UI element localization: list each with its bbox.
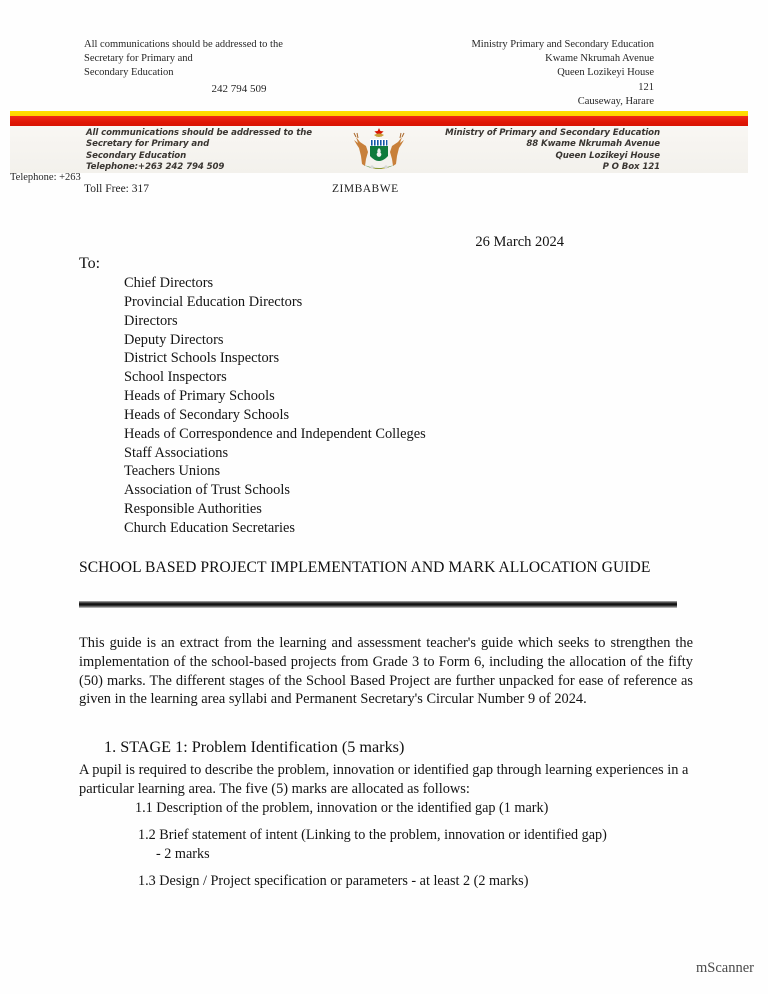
typed-header-right-line-4: 121 [638,81,654,93]
list-item: Teachers Unions [124,463,221,480]
typed-header-left-line-1: All communications should be addressed to the [84,39,283,50]
letterhead-left-line-2: Secretary for Primary and [86,139,210,150]
page-title: SCHOOL BASED PROJECT IMPLEMENTATION AND MARK ALLOCATION GUIDE [79,559,651,576]
letterhead-left-line-1: All communications should be addressed to the [86,128,312,138]
list-item: Directors [124,312,178,329]
typed-header-left-line-3: Secondary Education [84,67,174,79]
list-item: District Schools Inspectors [124,350,280,367]
list-item: Responsible Authorities [124,501,262,518]
letterhead-red-stripe [10,116,748,126]
typed-header-right-line-1: Ministry Primary and Secondary Education [471,39,654,50]
letterhead-right-line-1: Ministry of Primary and Secondary Education [445,128,660,138]
zimbabwe-coat-of-arms-icon [350,126,408,173]
stage-1-heading: 1. STAGE 1: Problem Identification (5 marks) [104,738,405,756]
typed-header-right-line-3: Queen Lozikeyi House [557,67,654,79]
stage-1-item-1-2-line1: 1.2 Brief statement of intent (Linking to the problem, innovation or identified gap) [138,827,607,843]
typed-header-left-line-2: Secretary for Primary and [84,53,193,65]
typed-header-right-block [471,38,654,109]
toll-free-line: Toll Free: 317 [84,183,149,195]
list-item: Heads of Correspondence and Independent Colleges [124,425,426,442]
letterhead-left-block [86,128,312,173]
letter-date: 26 March 2024 [475,234,564,250]
stage-1-description: A pupil is required to describe the problem, innovation or identified gap through learning experiences in a particular learning area. The five (5) marks are allocated as follows: [79,762,689,797]
stage-1-item-1-3: 1.3 Design / Project specification or parameters - at least 2 (2 marks) [138,873,529,889]
scanned-letterhead-band [10,111,748,173]
letterhead-left-line-4: Telephone:+263 242 794 509 [86,162,225,173]
intro-paragraph: This guide is an extract from the learning and assessment teacher's guide which seeks to strengthen the implementation of the school-based projects from Grade 3 to Form 6, including the allocation of the fifty (50) marks. The different stages of the School Based Project are further unpacked for ease of reference as given in the learning area syllabi and Permanent Secretary's Circular Number 9 of 2024. [79,635,693,708]
letterhead-left-line-3: Secondary Education [86,150,187,161]
to-label: To: [79,255,101,272]
list-item: School Inspectors [124,369,227,386]
list-item: Heads of Primary Schools [124,388,275,405]
scanner-watermark: mScanner [696,960,754,976]
stage-1-item-1-1: 1.1 Description of the problem, innovation or the identified gap (1 mark) [135,800,549,816]
list-item: Association of Trust Schools [124,482,290,499]
typed-header-phone-number: 242 794 509 [211,82,267,95]
letterhead-right-block [445,128,660,173]
list-item: Deputy Directors [124,331,224,348]
letterhead-right-line-3: Queen Lozikeyi House [555,150,660,161]
list-item: Church Education Secretaries [124,519,296,536]
recipient-list [124,274,684,538]
typed-header-right-line-2: Kwame Nkrumah Avenue [545,53,654,65]
list-item: Chief Directors [124,275,214,291]
typed-letterhead-header [0,38,768,107]
list-item: Provincial Education Directors [124,293,303,310]
letterhead-right-line-2: 88 Kwame Nkrumah Avenue [526,139,660,150]
stage-1-item-1-2 [138,826,698,863]
country-label: ZIMBABWE [332,183,399,195]
telephone-line: Telephone: +263 [10,172,81,183]
list-item: Staff Associations [124,444,229,461]
stage-1-item-1-2-line2: - 2 marks [156,845,210,862]
title-divider [79,601,677,608]
typed-header-left-block [84,38,384,96]
typed-header-right-line-5: Causeway, Harare [577,95,654,107]
list-item: Heads of Secondary Schools [124,406,290,423]
letterhead-right-line-4: P O Box 121 [602,162,660,173]
letterhead-body [10,126,748,173]
